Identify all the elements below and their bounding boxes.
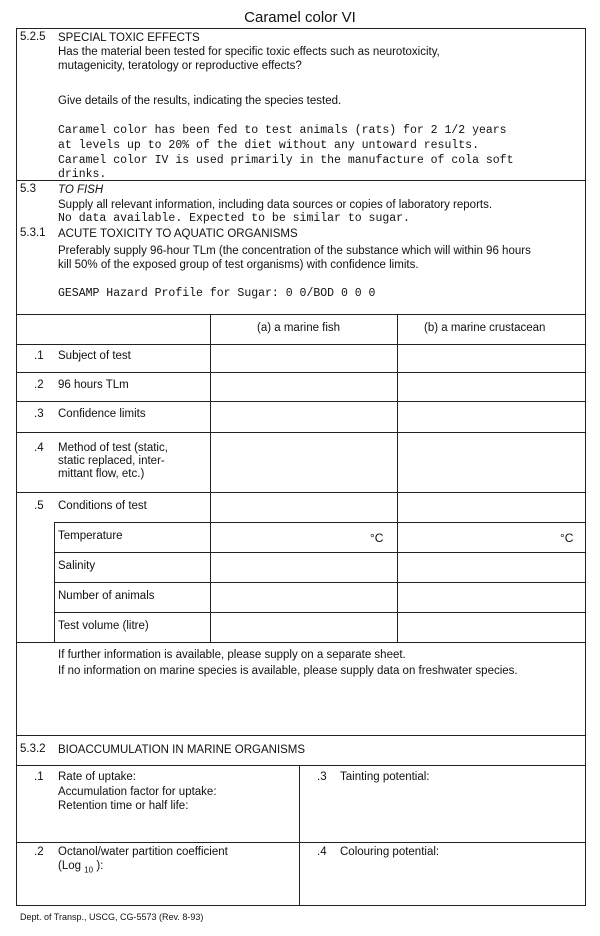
column-header-marine-fish: (a) a marine fish xyxy=(257,322,341,334)
section-53-number: 5.3 xyxy=(20,183,36,195)
row-divider xyxy=(16,401,586,402)
section-525-answer-3: Caramel color IV is used primarily in the manufacture of cola soft xyxy=(58,154,514,167)
log-text: (Log xyxy=(58,860,82,872)
column-header-marine-crustacean: (b) a marine crustacean xyxy=(424,322,546,334)
accumulation-factor-label: Accumulation factor for uptake: xyxy=(58,786,217,798)
table-inner-left-line xyxy=(54,522,55,642)
row-2-number: .2 xyxy=(34,379,44,391)
temperature-unit-crustacean: °C xyxy=(560,531,574,545)
section-525-answer-4: drinks. xyxy=(58,168,107,181)
divider xyxy=(16,842,586,843)
log-subscript: 10 xyxy=(84,865,94,875)
row-label-subject-of-test: Subject of test xyxy=(58,350,131,362)
section-525-question-2: mutagenicity, teratology or reproductive effects? xyxy=(58,60,302,72)
item-4-number: .4 xyxy=(317,846,327,858)
section-53-heading: TO FISH xyxy=(58,184,104,196)
table-column-line-a xyxy=(210,314,211,642)
divider xyxy=(16,765,586,766)
retention-time-label: Retention time or half life: xyxy=(58,800,189,812)
table-bottom-border xyxy=(16,642,586,643)
row-1-number: .1 xyxy=(34,350,44,362)
section-53-instruction: Supply all relevant information, including data sources or copies of laboratory reports. xyxy=(58,199,493,211)
sub-row-divider xyxy=(54,522,586,523)
note-further-information: If further information is available, please supply on a separate sheet. xyxy=(58,649,406,661)
row-label-96-hours-tlm: 96 hours TLm xyxy=(58,379,129,391)
section-53-answer: No data available. Expected to be similar to sugar. xyxy=(58,212,410,225)
item-1-number: .1 xyxy=(34,771,44,783)
section-532-number: 5.3.2 xyxy=(20,743,46,755)
condition-number-of-animals: Number of animals xyxy=(58,590,155,602)
rate-of-uptake-label: Rate of uptake: xyxy=(58,771,136,783)
temperature-unit-fish: °C xyxy=(370,531,384,545)
condition-temperature: Temperature xyxy=(58,530,123,542)
section-525-instruction: Give details of the results, indicating the species tested. xyxy=(58,95,342,107)
bioaccumulation-column-line xyxy=(299,765,300,906)
page-title: Caramel color VI xyxy=(244,9,356,26)
item-3-number: .3 xyxy=(317,771,327,783)
note-freshwater-species: If no information on marine species is available, please supply data on freshwater species. xyxy=(58,665,518,677)
row-divider xyxy=(16,492,586,493)
row-3-number: .3 xyxy=(34,408,44,420)
section-531-heading: ACUTE TOXICITY TO AQUATIC ORGANISMS xyxy=(58,228,298,240)
section-525-question-1: Has the material been tested for specific toxic effects such as neurotoxicity, xyxy=(58,46,440,58)
tainting-potential-label: Tainting potential: xyxy=(340,771,430,783)
table-column-line-b xyxy=(397,314,398,642)
section-531-instruction-2: kill 50% of the exposed group of test organisms) with confidence limits. xyxy=(58,259,419,271)
table-top-border xyxy=(16,314,586,315)
gesamp-hazard-profile: GESAMP Hazard Profile for Sugar: 0 0/BOD 0 0 0 xyxy=(58,287,376,300)
row-label-method-of-test-3: mittant flow, etc.) xyxy=(58,468,145,480)
condition-test-volume: Test volume (litre) xyxy=(58,620,149,632)
row-divider xyxy=(16,372,586,373)
log-10-label xyxy=(58,860,103,876)
footer-form-id: Dept. of Transp., USCG, CG-5573 (Rev. 8-93) xyxy=(20,912,204,922)
sub-row-divider xyxy=(54,552,586,553)
octanol-water-coefficient-label: Octanol/water partition coefficient xyxy=(58,846,228,858)
section-525-heading: SPECIAL TOXIC EFFECTS xyxy=(58,32,200,44)
sub-row-divider xyxy=(54,612,586,613)
row-label-confidence-limits: Confidence limits xyxy=(58,408,146,420)
log-tail: ): xyxy=(96,860,104,872)
divider xyxy=(16,735,586,736)
condition-salinity: Salinity xyxy=(58,560,96,572)
row-label-method-of-test-1: Method of test (static, xyxy=(58,442,168,454)
row-label-conditions-of-test: Conditions of test xyxy=(58,500,147,512)
row-4-number: .4 xyxy=(34,442,44,454)
section-525-answer-2: at levels up to 20% of the diet without any untoward results. xyxy=(58,139,479,152)
row-5-number: .5 xyxy=(34,500,44,512)
section-525-answer-1: Caramel color has been fed to test animals (rats) for 2 1/2 years xyxy=(58,124,507,137)
sub-row-divider xyxy=(54,582,586,583)
divider xyxy=(16,180,586,181)
section-531-number: 5.3.1 xyxy=(20,227,46,239)
row-label-method-of-test-2: static replaced, inter- xyxy=(58,455,165,467)
section-525-number: 5.2.5 xyxy=(20,31,46,43)
section-532-heading: BIOACCUMULATION IN MARINE ORGANISMS xyxy=(58,744,306,756)
row-divider xyxy=(16,432,586,433)
item-2-number: .2 xyxy=(34,846,44,858)
table-header-divider xyxy=(16,344,586,345)
section-531-instruction-1: Preferably supply 96-hour TLm (the concentration of the substance which will within 96 hours xyxy=(58,245,531,257)
colouring-potential-label: Colouring potential: xyxy=(340,846,440,858)
